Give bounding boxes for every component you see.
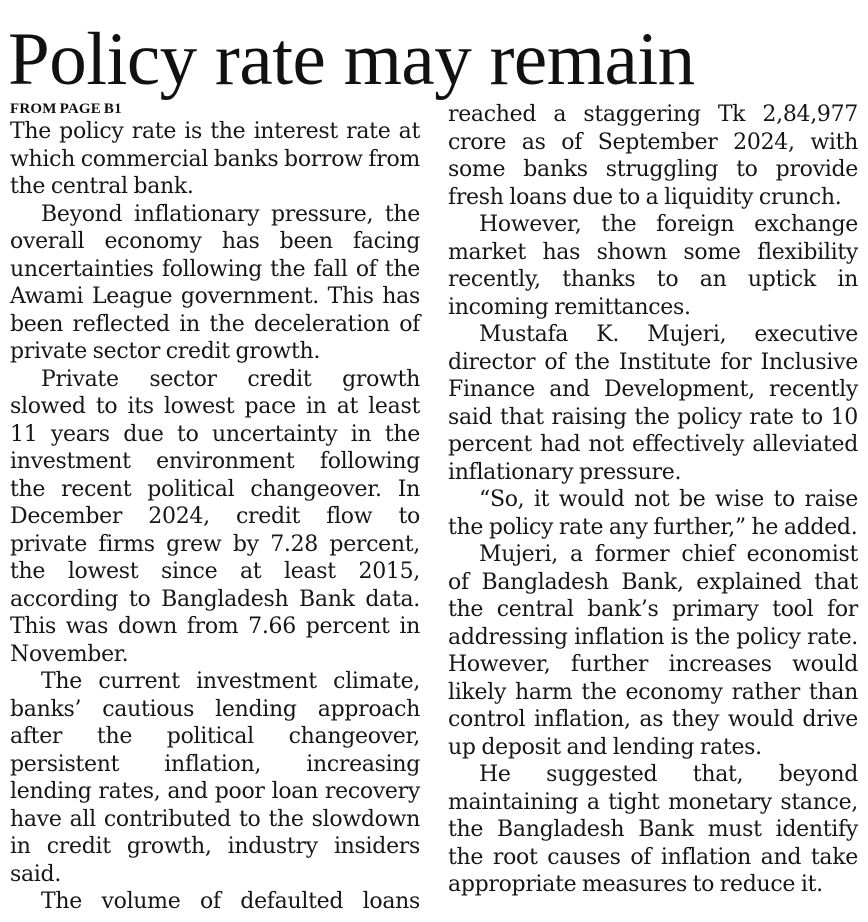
article-column-right — [448, 101, 858, 899]
paragraph: He suggested that, beyond maintaining a tight monetary stance, the Bangladesh Bank must identify the root causes of inflation and take appropriate measures to reduce it. — [448, 762, 858, 897]
paragraph: The policy rate is the interest rate at which commercial banks borrow from the central bank. — [10, 119, 420, 199]
jump-line: FROM PAGE B1 — [10, 101, 122, 117]
paragraph-continued: The volume of defaulted loans — [41, 889, 420, 914]
paragraph: However, the foreign exchange market has shown some flexibility recently, thanks to an uptick in incoming remittances. — [448, 212, 858, 320]
paragraph: Private sector credit growth slowed to its lowest pace in at least 11 years due to uncertainty in the investment environment following the recent political changeover. In December 2024, credit flow to private firms grew by 7.28 percent, the lowest since at least 2015, according to Bangladesh Bank data. This was down from 7.66 percent in November. — [10, 366, 420, 667]
article-column-left — [10, 101, 420, 916]
paragraph: Mustafa K. Mujeri, executive director of the Institute for Inclusive Finance and Development, recently said that raising the policy rate to 10 percent had not effectively alleviated inflationary pressure. — [448, 322, 858, 485]
paragraph: The current investment climate, banks’ cautious lending approach after the political changeover, persistent inflation, increasing lending rates, and poor loan recovery have all contributed to the slowdown in credit growth, industry insiders said. — [10, 669, 420, 887]
paragraph: Beyond inflationary pressure, the overall economy has been facing uncertainties following the fall of the Awami League government. This has been reflected in the deceleration of private sector credit growth. — [10, 201, 420, 364]
paragraph: “So, it would not be wise to raise the policy rate any further,” he added. — [448, 487, 858, 540]
paragraph-continuation: reached a staggering Tk 2,84,977 crore as of September 2024, with some banks struggling to provide fresh loans due to a liquidity crunch. — [448, 102, 858, 210]
headline: Policy rate may remain — [8, 18, 695, 101]
paragraph: Mujeri, a former chief economist of Bangladesh Bank, explained that the central bank’s primary tool for addressing inflation is the policy rate. However, further increases would likely harm the economy rather than control inflation, as they would drive up deposit and lending rates. — [448, 542, 858, 760]
